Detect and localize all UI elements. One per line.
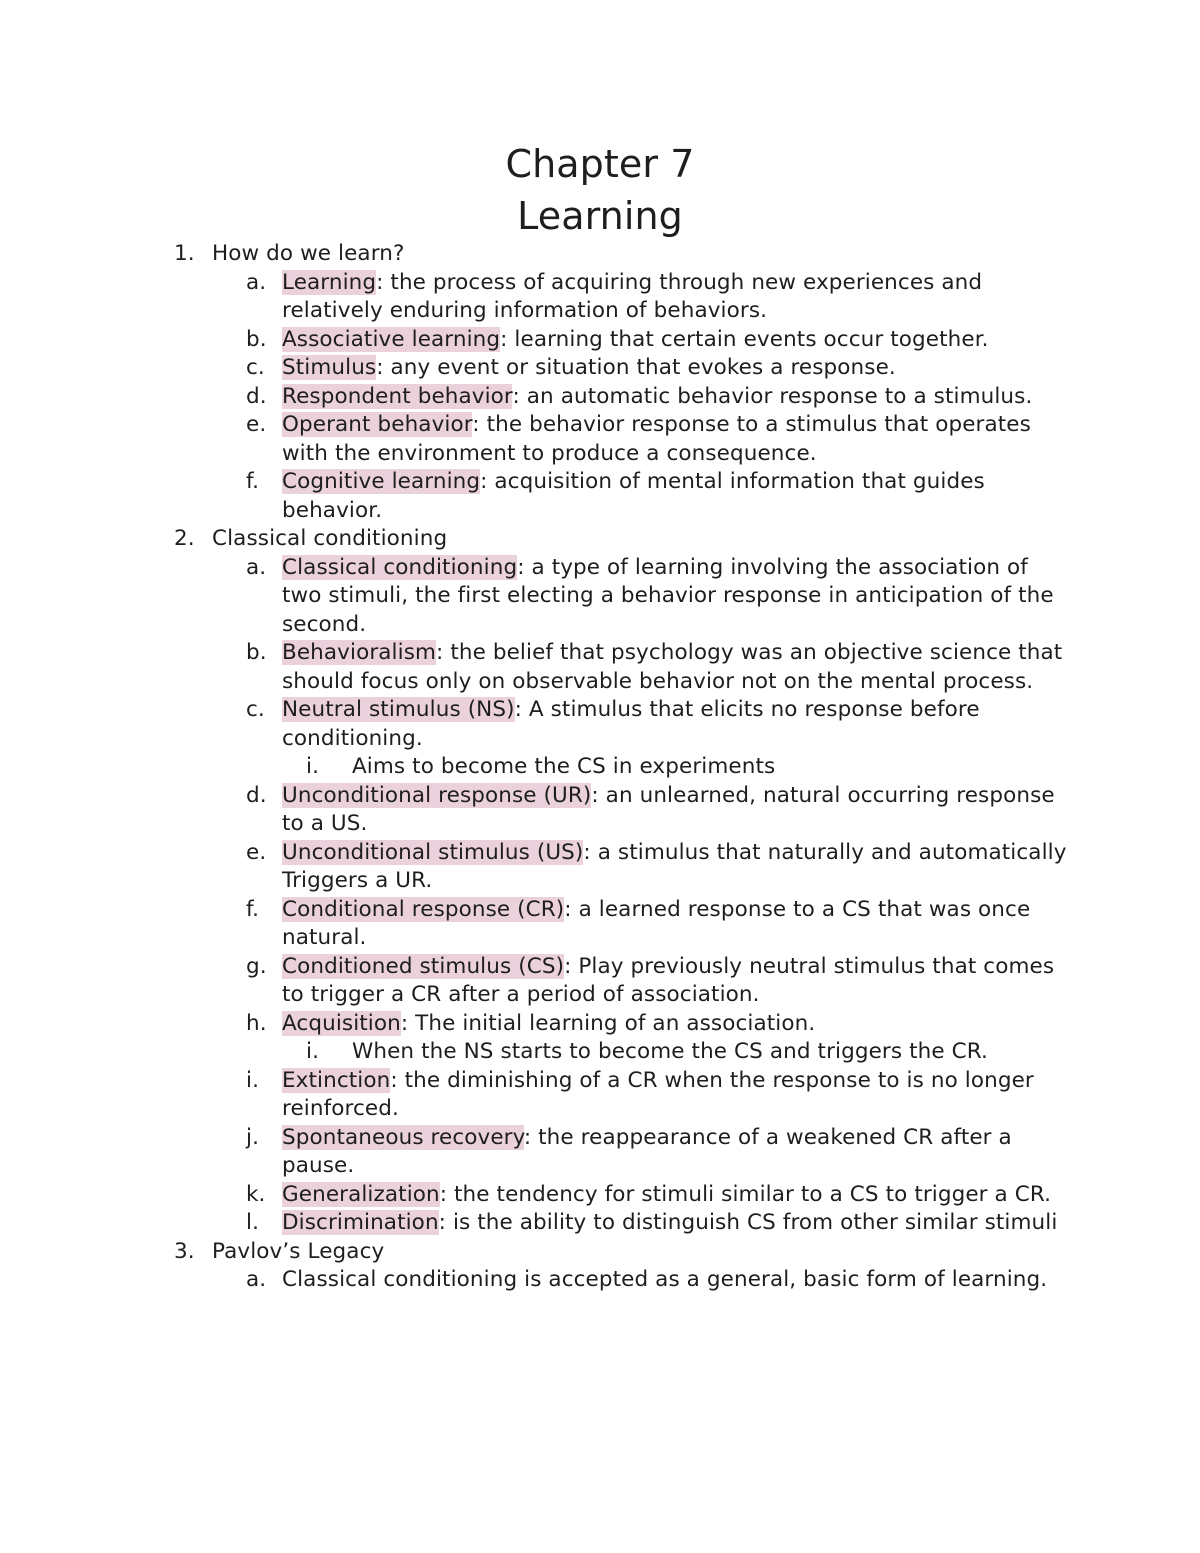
item-marker: b. — [246, 640, 267, 665]
term-highlight: Operant behavior — [282, 412, 473, 437]
sub-item — [0, 753, 1200, 782]
list-item — [0, 468, 1200, 525]
item-marker: k. — [246, 1181, 266, 1207]
item-marker: c. — [246, 697, 265, 722]
definition-text: : The initial learning of an association. — [400, 1010, 816, 1036]
sub-item — [0, 1038, 1200, 1067]
item-marker: a. — [246, 269, 267, 295]
list-item — [0, 1266, 1200, 1295]
item-marker: h. — [246, 1010, 267, 1036]
term-highlight: Acquisition — [282, 1010, 401, 1036]
list-item — [0, 554, 1200, 640]
term-highlight: Associative learning — [282, 326, 501, 352]
definition-text: : the diminishing of a CR when the response to is no longer reinforced. — [282, 1067, 1034, 1121]
list-item — [0, 896, 1200, 953]
section-heading: Classical conditioning — [212, 526, 448, 551]
term-highlight: Behavioralism — [282, 640, 437, 665]
definition-text: : the behavior response to a stimulus that operates with the environment to produce a consequence. — [282, 412, 1031, 466]
definition-text: : an unlearned, natural occurring response to a US. — [282, 782, 1055, 836]
section-3 — [0, 1238, 1200, 1267]
item-marker: a. — [246, 554, 267, 580]
term-highlight: Spontaneous recovery — [282, 1124, 524, 1150]
list-item — [0, 839, 1200, 896]
sub-item-marker: i. — [306, 1039, 320, 1064]
term-highlight: Stimulus — [282, 355, 377, 380]
definition-text: : the tendency for stimuli similar to a CS to trigger a CR. — [439, 1181, 1052, 1207]
definition-text: : learning that certain events occur together. — [500, 326, 989, 352]
term-highlight: Extinction — [282, 1067, 391, 1093]
item-marker: f. — [246, 469, 260, 494]
definition-text: : A stimulus that elicits no response before conditioning. — [282, 697, 980, 751]
definition-text: : acquisition of mental information that guides behavior. — [282, 469, 985, 523]
term-highlight: Classical conditioning — [282, 554, 518, 580]
sub-item-marker: i. — [306, 754, 320, 779]
term-highlight: Unconditional response (UR) — [282, 782, 592, 808]
list-item — [0, 1124, 1200, 1181]
section-1 — [0, 240, 1200, 269]
term-highlight: Conditional response (CR) — [282, 896, 565, 922]
term-highlight: Generalization — [282, 1181, 440, 1207]
list-item — [0, 782, 1200, 839]
definition-text: : an automatic behavior response to a stimulus. — [512, 383, 1033, 409]
item-marker: e. — [246, 839, 267, 865]
definition-text: : the process of acquiring through new experiences and relatively enduring information of behaviors. — [282, 269, 983, 323]
section-heading: How do we learn? — [212, 241, 405, 266]
list-item — [0, 411, 1200, 468]
definition-text: : Play previously neutral stimulus that comes to trigger a CR after a period of association. — [282, 953, 1055, 1007]
section-number: 1. — [174, 241, 195, 266]
term-highlight: Cognitive learning — [282, 469, 481, 494]
list-item — [0, 383, 1200, 412]
sub-item-text: Aims to become the CS in experiments — [352, 754, 776, 779]
title-line-1: Chapter 7 — [505, 142, 695, 186]
page-title — [0, 138, 1200, 242]
list-item — [0, 953, 1200, 1010]
item-marker: j. — [246, 1124, 260, 1150]
list-item — [0, 269, 1200, 326]
section-heading: Pavlov’s Legacy — [212, 1238, 385, 1264]
item-marker: g. — [246, 953, 267, 979]
definition-text: : a learned response to a CS that was once natural. — [282, 896, 1031, 950]
definition-text: : a type of learning involving the association of two stimuli, the first electing a behavior response in anticipation of the second. — [282, 554, 1054, 637]
term-highlight: Respondent behavior — [282, 383, 513, 409]
list-item — [0, 354, 1200, 383]
item-marker: c. — [246, 355, 265, 380]
section-2 — [0, 525, 1200, 554]
item-marker: d. — [246, 782, 267, 808]
list-item — [0, 1067, 1200, 1124]
item-marker: a. — [246, 1267, 267, 1292]
title-line-2: Learning — [517, 194, 683, 238]
definition-text: : a stimulus that naturally and automatically Triggers a UR. — [282, 839, 1067, 893]
list-item — [0, 1010, 1200, 1039]
definition-text: : the reappearance of a weakened CR after a pause. — [282, 1124, 1012, 1178]
outline-list — [0, 240, 1200, 1295]
section-number: 2. — [174, 526, 195, 551]
item-marker: i. — [246, 1067, 260, 1093]
term-highlight: Conditioned stimulus (CS) — [282, 953, 565, 979]
item-marker: e. — [246, 412, 267, 437]
item-marker: b. — [246, 326, 267, 352]
term-highlight: Neutral stimulus (NS) — [282, 697, 515, 722]
list-item — [0, 639, 1200, 696]
list-item — [0, 326, 1200, 355]
item-marker: f. — [246, 896, 260, 922]
section-number: 3. — [174, 1238, 195, 1264]
definition-text: : the belief that psychology was an objective science that should focus only on observable behavior not on the mental process. — [282, 640, 1063, 694]
definition-text: Classical conditioning is accepted as a general, basic form of learning. — [282, 1267, 1048, 1292]
term-highlight: Learning — [282, 269, 377, 295]
sub-item-text: When the NS starts to become the CS and triggers the CR. — [352, 1039, 988, 1064]
item-marker: d. — [246, 383, 267, 409]
item-marker: l. — [246, 1210, 260, 1235]
definition-text: : is the ability to distinguish CS from other similar stimuli — [438, 1210, 1058, 1235]
term-highlight: Unconditional stimulus (US) — [282, 839, 584, 865]
list-item — [0, 696, 1200, 753]
list-item — [0, 1181, 1200, 1210]
list-item — [0, 1209, 1200, 1238]
term-highlight: Discrimination — [282, 1210, 439, 1235]
definition-text: : any event or situation that evokes a response. — [376, 355, 896, 380]
